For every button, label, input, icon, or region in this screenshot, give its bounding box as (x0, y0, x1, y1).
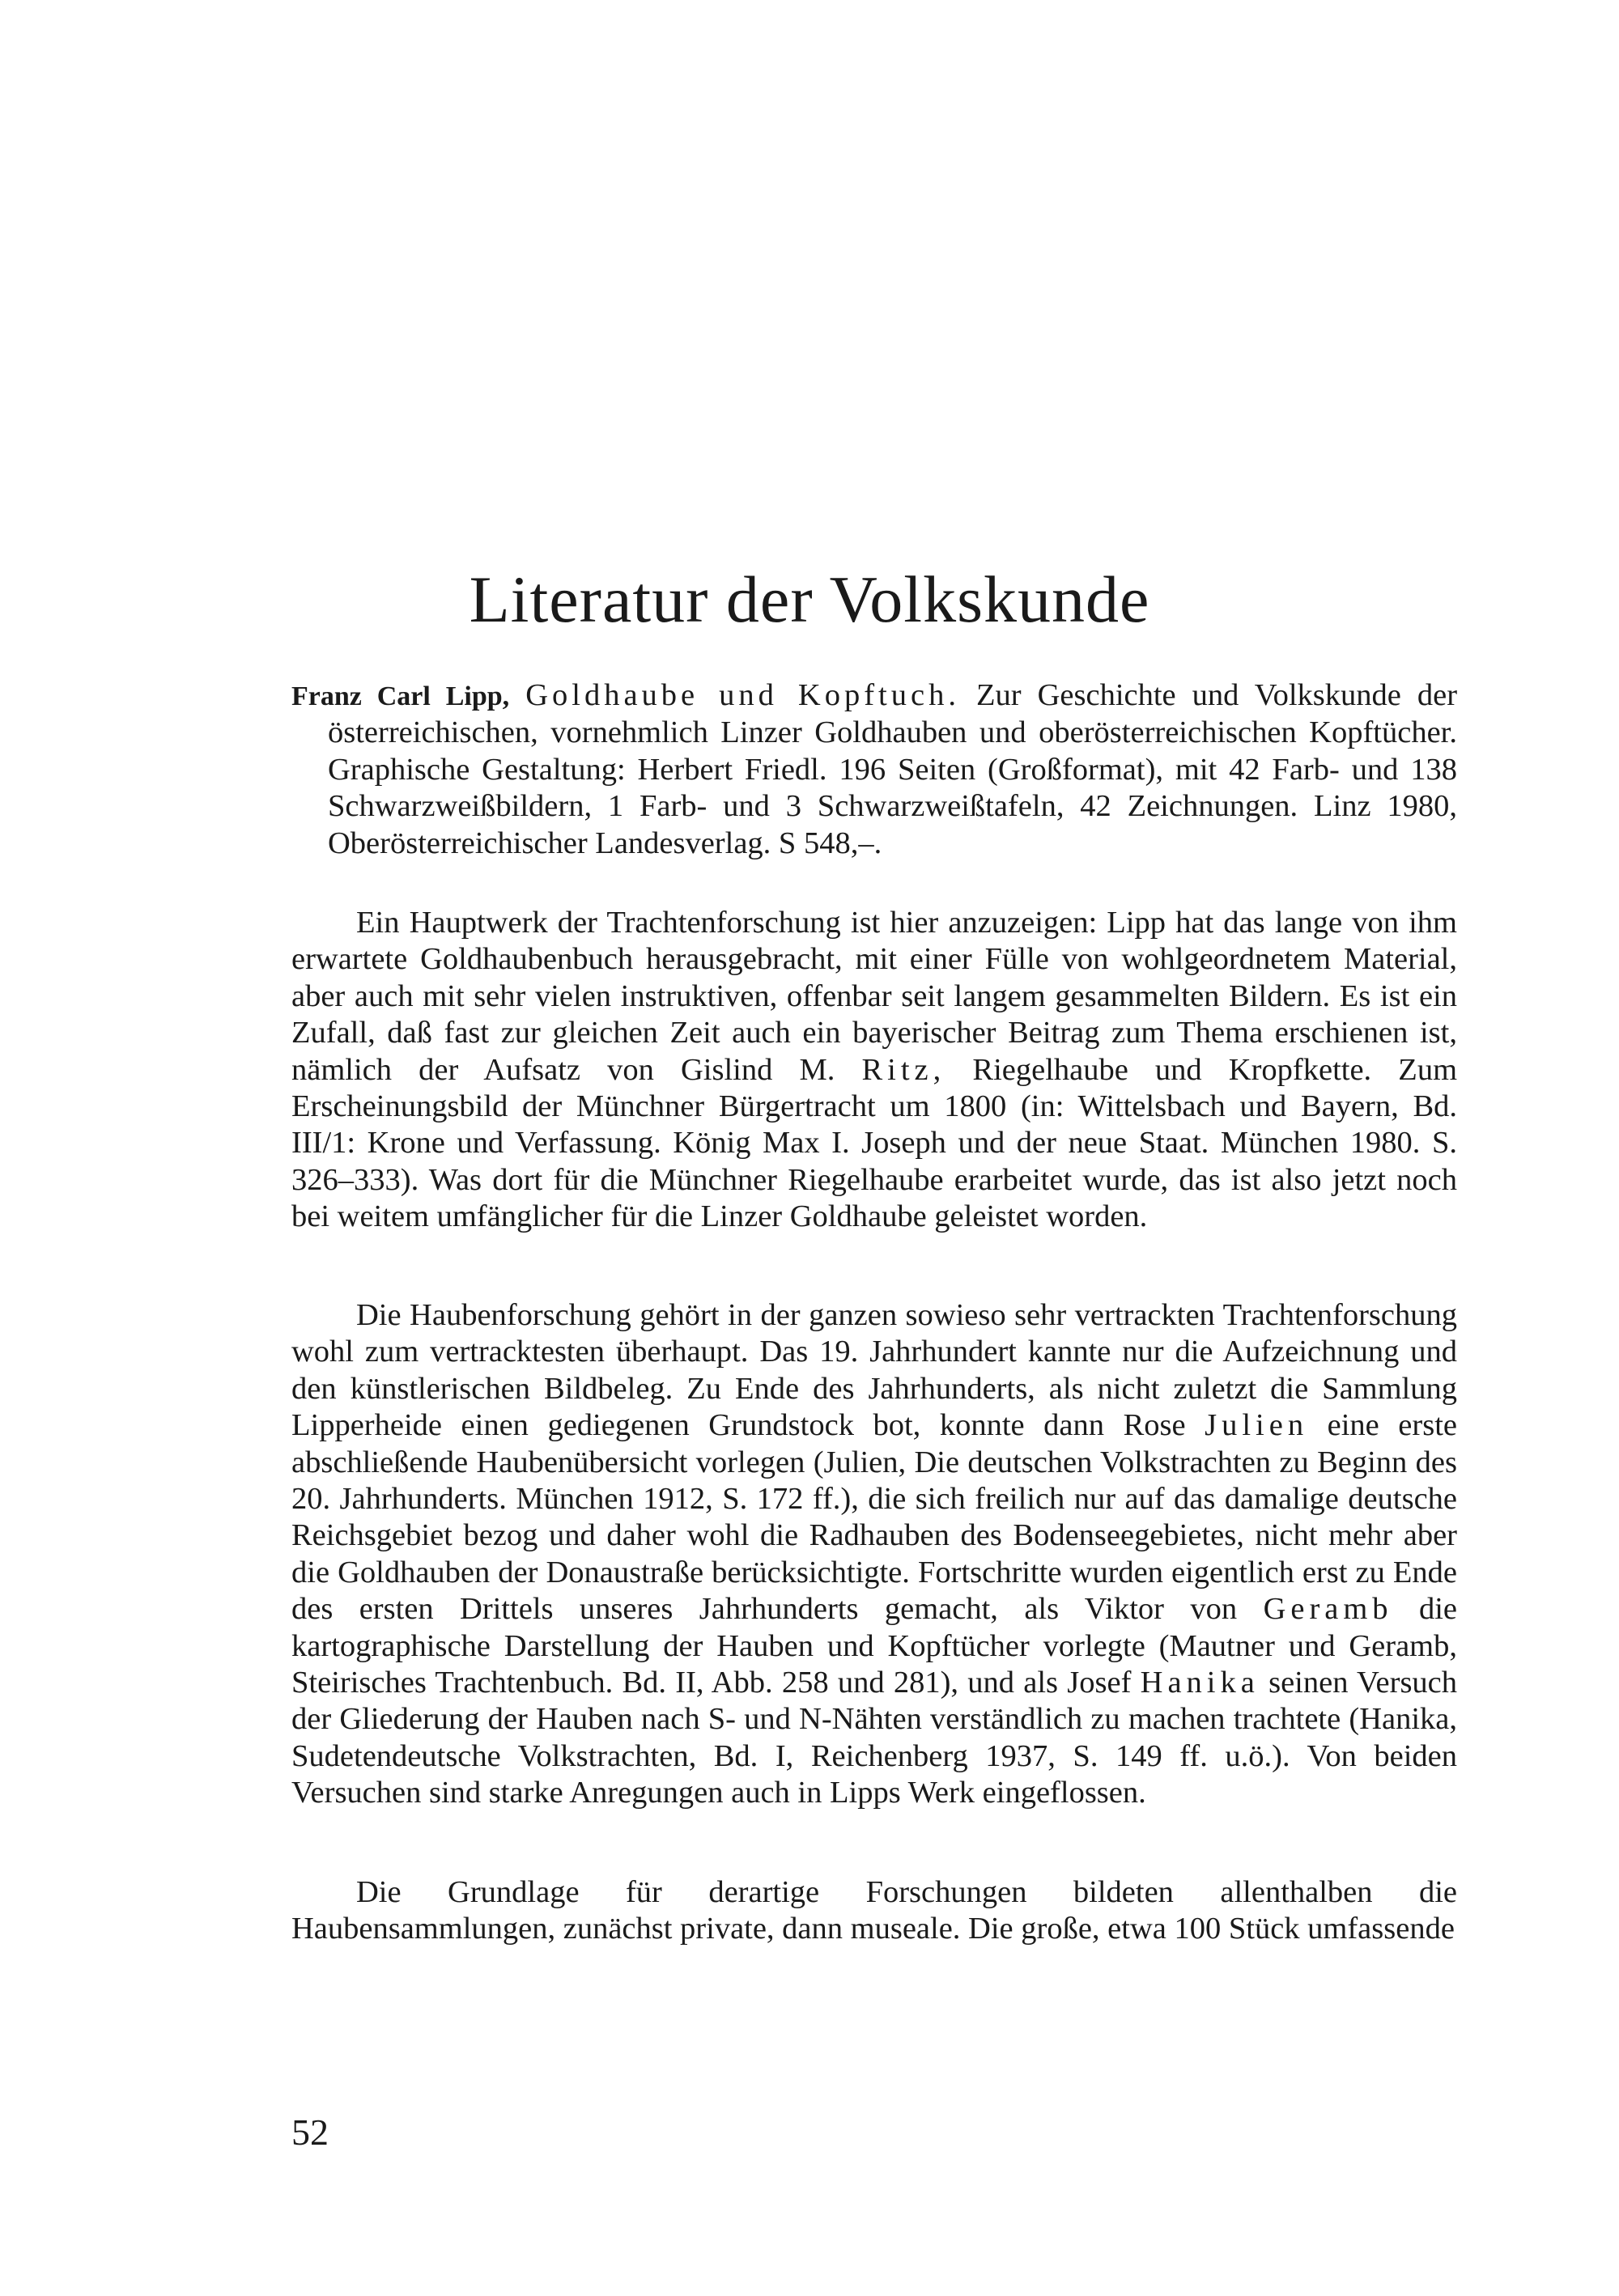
body-paragraph-2 (291, 1297, 1457, 1812)
paragraph-text (291, 905, 1457, 1236)
spaced-author-name: Geramb (1263, 1592, 1393, 1627)
paragraph-text-segment: Riegelhaube und Kropfkette. Zum Erscheinungsbild der Münchner Bürgertracht um 1800 (in: Wittelsbach und Bayern, Bd. III/1: Krone und Verfassung. König Max I. Joseph und der neue Staat. München 1980. S. 326–333). Was dort für die Münchner Riegelhaube erarbeitet wurde, das ist also jetzt noch bei weitem umfänglicher für die Linzer Goldhaube geleistet worden. (291, 1052, 1458, 1234)
spaced-author-name: Julien (1205, 1408, 1309, 1443)
section-title: Literatur der Volkskunde (469, 562, 1150, 636)
paragraph-text-segment: Ein Hauptwerk der Trachtenforschung ist hier anzuzeigen: Lipp hat das lange von ihm erwartete Goldhaubenbuch herausgebracht, mit einer Fülle von wohlgeordnetem Material, aber auch mit sehr vielen instruktiven, offenbar seit langem gesammelten Bildern. Es ist ein Zufall, daß fast zur gleichen Zeit auch ein bayerischer Beitrag zum Thema erschienen ist, nämlich der Aufsatz von Gislind M. (291, 906, 1457, 1087)
reference-book-title: Goldhaube und Kopftuch. (525, 678, 960, 712)
page-number: 52 (291, 2111, 329, 2153)
body-paragraph-1 (291, 905, 1457, 1236)
reference-author: Franz Carl Lipp, (291, 681, 510, 711)
spaced-author-name: Ritz, (861, 1052, 946, 1087)
paragraph-text (291, 1297, 1457, 1812)
paragraph-text-segment: seinen Versuch der Gliederung der Hauben nach S- und N-Nähten verständlich zu machen trachtete (Hanika, Sudetendeutsche Volkstrachten, Bd. I, Reichenberg 1937, S. 149 ff. u.ö.). Von beiden Versuchen sind starke Anregungen auch in Lipps Werk eingeflossen. (291, 1666, 1458, 1810)
paragraph-text-segment: Die Grundlage für derartige Forschungen bildeten allenthalben die Haubensammlungen, zunächst private, dann museale. Die große, etwa 100 Stück umfassende (291, 1875, 1457, 1946)
reference-details: Zur Geschichte und Volkskunde der österreichischen, vornehmlich Linzer Goldhauben und oberösterreichischen Kopftücher. Graphische Gestaltung: Herbert Friedl. 196 Seiten (Großformat), mit 42 Farb- und 138 Schwarzweißbildern, 1 Farb- und 3 Schwarzweißtafeln, 42 Zeichnungen. Linz 1980, Oberösterreichischer Landesverlag. S 548,–. (328, 678, 1458, 860)
bibliographic-reference (291, 677, 1457, 862)
paragraph-text (291, 1874, 1457, 1948)
paragraph-text-segment: Die Haubenforschung gehört in der ganzen sowieso sehr vertrackten Trachtenforschung wohl zum vertracktesten überhaupt. Das 19. Jahrhundert kannte nur die Aufzeichnung und den künstlerischen Bildbeleg. Zu Ende des Jahrhunderts, als nicht zuletzt die Sammlung Lipperheide einen gediegenen Grundstock bot, konnte dann Rose (291, 1298, 1457, 1443)
spaced-author-name: Hanika (1140, 1666, 1260, 1700)
body-paragraph-3 (291, 1874, 1457, 1948)
paragraph-text-segment: die kartographische Darstellung der Hauben und Kopftücher vorlegte (Mautner und Geramb, Steirisches Trachtenbuch. Bd. II, Abb. 258 und 281), und als Josef (291, 1592, 1458, 1700)
paragraph-text-segment: eine erste abschließende Haubenübersicht vorlegen (Julien, Die deutschen Volkstrachten zu Beginn des 20. Jahrhunderts. München 1912, S. 172 ff.), die sich freilich nur auf das damalige deutsche Reichsgebiet bezog und daher wohl die Radhauben des Bodenseegebietes, nicht mehr aber die Goldhauben der Donaustraße berücksichtigte. Fortschritte wurden eigentlich erst zu Ende des ersten Drittels unseres Jahrhunderts gemacht, als Viktor von (291, 1408, 1457, 1627)
